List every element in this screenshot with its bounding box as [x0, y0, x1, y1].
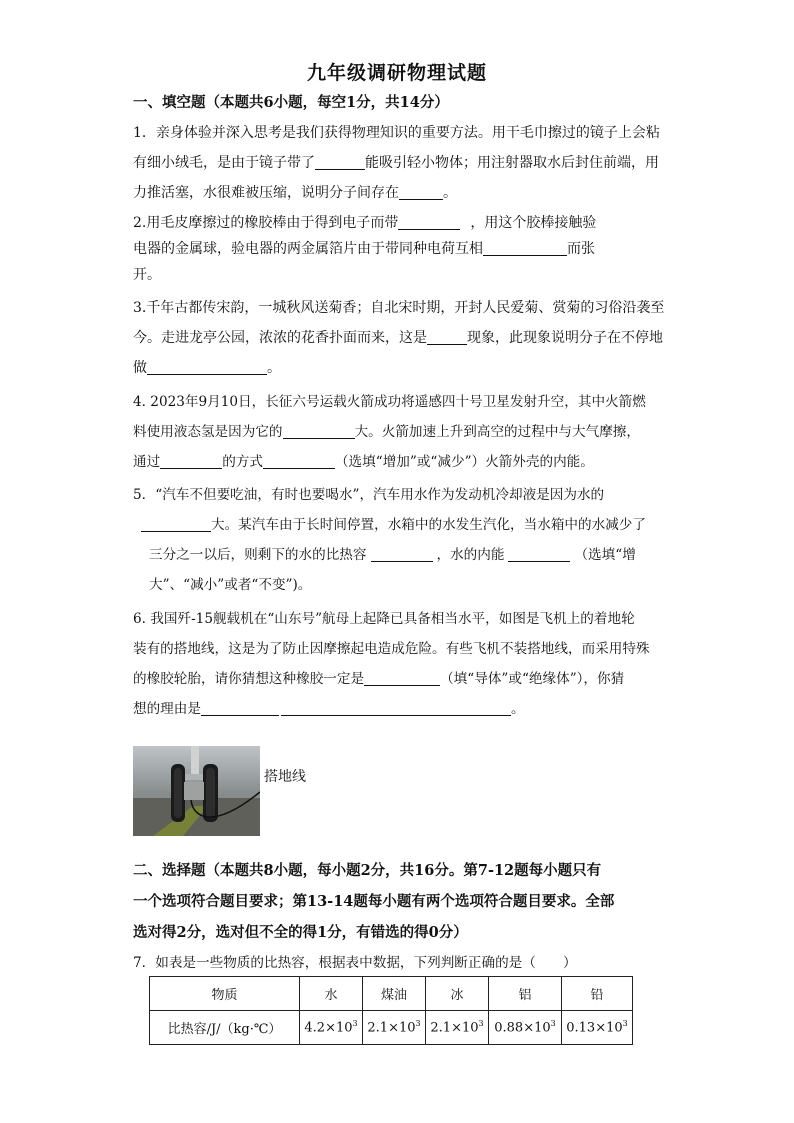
answer-blank[interactable] — [371, 547, 433, 562]
value-exponent: 3 — [478, 1019, 484, 1029]
q2-line-2 — [133, 236, 665, 262]
q1-text: 。 — [443, 185, 457, 201]
question-3 — [133, 293, 665, 383]
value-exponent: 3 — [622, 1019, 628, 1029]
value-mantissa: 0.88×10 — [494, 1020, 551, 1036]
q1-line-3 — [133, 178, 665, 208]
q5-text: ，水的内能 — [436, 547, 505, 563]
q4-text: 通过 — [133, 454, 161, 470]
q6-text: 想的理由是 — [133, 701, 201, 717]
q1-text: 力推活塞，水很难被压缩，说明分子间存在 — [133, 185, 399, 201]
table-cell — [300, 1011, 363, 1045]
q6-text: （填“导体”或“绝缘体”），你猜 — [440, 671, 625, 687]
table-cell — [489, 1011, 562, 1045]
q6-line-1: 6. 我国歼-15舰载机在“山东号”航母上起降已具备相当水平，如图是飞机上的着地轮 — [133, 611, 635, 627]
table-header-cell: 铝 — [489, 977, 562, 1011]
q1-text: 有细小绒毛，是由于镜子带了 — [133, 155, 315, 171]
answer-blank[interactable] — [399, 185, 443, 200]
q3-line-3 — [133, 353, 665, 383]
answer-blank[interactable] — [364, 671, 440, 686]
table-header-cell: 物质 — [150, 977, 300, 1011]
q4-text: 大。火箭加速上升到高空的过程中与大气摩擦， — [354, 424, 640, 440]
question-4 — [133, 387, 665, 477]
q3-text: 做 — [133, 360, 147, 376]
q6-line-3 — [133, 664, 665, 694]
q5-line-4: 大”、“减小”或者“不变”)。 — [149, 577, 312, 593]
answer-blank[interactable] — [427, 330, 467, 345]
answer-blank[interactable] — [508, 547, 570, 562]
q2-line-1 — [133, 210, 665, 236]
q5-text: （选填“增 — [574, 547, 636, 563]
q2-text: 而张 — [567, 241, 595, 257]
section-2-line-3: 选对得2分，选对但不全的得1分，有错选的得0分） — [133, 924, 468, 941]
q6-line-2: 装有的搭地线，这是为了防止因摩擦起电造成危险。有些飞机不装搭地线，而采用特殊 — [133, 641, 650, 657]
table-cell — [562, 1011, 633, 1045]
q3-line-1: 3.千年古都传宋韵，一城秋风送菊香；自北宋时期，开封人民爱菊、赏菊的习俗沿袭至 — [133, 300, 665, 316]
q2-text: ，用这个胶棒接触验 — [470, 215, 597, 231]
q3-text: 。 — [267, 360, 281, 376]
q6-line-4 — [133, 694, 665, 724]
table-cell — [363, 1011, 426, 1045]
value-mantissa: 0.13×10 — [566, 1020, 623, 1036]
table-header-cell: 铅 — [562, 977, 633, 1011]
answer-blank[interactable] — [315, 155, 365, 170]
answer-blank[interactable] — [283, 424, 355, 439]
q4-line-3 — [133, 447, 665, 477]
question-1 — [133, 118, 665, 208]
q5-line-1: 5．“汽车不但要吃油，有时也要喝水”，汽车用水作为发动机冷却液是因为水的 — [133, 487, 605, 503]
question-6 — [133, 604, 665, 724]
question-7-stem: 7．如表是一些物质的比热容，根据表中数据，下列判断正确的是（ ） — [133, 955, 577, 971]
page-title: 九年级调研物理试题 — [306, 62, 487, 84]
table-header-cell: 煤油 — [363, 977, 426, 1011]
answer-blank[interactable] — [201, 701, 279, 716]
section-2-line-1: 二、选择题（本题共8小题，每小题2分，共16分。第7-12题每小题只有 — [133, 862, 602, 879]
landing-gear-illustration — [133, 746, 260, 836]
q2-line-3: 开。 — [133, 267, 161, 283]
value-exponent: 3 — [352, 1019, 358, 1029]
q5-line-2 — [133, 510, 665, 540]
q3-text: 今。走进龙亭公园，浓浓的花香扑面而来，这是 — [133, 330, 427, 346]
q5-line-3 — [133, 540, 665, 570]
table-cell — [426, 1011, 489, 1045]
value-mantissa: 2.1×10 — [367, 1020, 416, 1036]
question-5 — [133, 480, 665, 600]
section-2-line-2: 一个选项符合题目要求；第13-14题每小题有两个选项符合题目要求。全部 — [133, 893, 615, 910]
section-2-heading — [133, 855, 673, 948]
answer-blank[interactable] — [141, 517, 211, 532]
q1-line-1: 1．亲身体验并深入思考是我们获得物理知识的重要方法。用干毛巾擦过的镜子上会粘 — [133, 125, 660, 141]
q2-text: 2.用毛皮摩擦过的橡胶棒由于得到电子而带 — [133, 215, 399, 231]
table-header-cell: 冰 — [426, 977, 489, 1011]
q1-line-2 — [133, 148, 665, 178]
q2-text: 电器的金属球，验电器的两金属箔片由于带同种电荷互相 — [133, 241, 483, 257]
table-header-cell: 水 — [300, 977, 363, 1011]
value-exponent: 3 — [550, 1019, 556, 1029]
specific-heat-table — [149, 976, 633, 1045]
q4-line-2 — [133, 417, 665, 447]
q4-line-1: 4. 2023年9月10日，长征六号运载火箭成功将遥感四十号卫星发射升空，其中火箭燃 — [133, 394, 646, 410]
q6-text: 的橡胶轮胎，请你猜想这种橡胶一定是 — [133, 671, 365, 687]
q1-text: 能吸引轻小物体；用注射器取水后封住前端，用 — [365, 155, 659, 171]
q5-text: 三分之一以后，则剩下的水的比热容 — [149, 547, 367, 563]
table-row — [150, 1011, 633, 1045]
answer-blank[interactable] — [263, 454, 335, 469]
answer-blank[interactable] — [398, 215, 460, 230]
value-mantissa: 2.1×10 — [430, 1020, 479, 1036]
landing-gear-photo — [133, 746, 260, 836]
q4-text: 的方式 — [222, 454, 263, 470]
value-exponent: 3 — [415, 1019, 421, 1029]
q3-text: 现象，此现象说明分子在不停地 — [467, 330, 663, 346]
value-mantissa: 4.2×10 — [304, 1020, 353, 1036]
answer-blank[interactable] — [281, 701, 511, 716]
q5-text: 大。某汽车由于长时间停置，水箱中的水发生汽化，当水箱中的水减少了 — [211, 517, 646, 533]
q3-line-2 — [133, 323, 665, 353]
answer-blank[interactable] — [147, 360, 267, 375]
answer-blank[interactable] — [483, 241, 567, 256]
table-cell: 比热容/J/（kg·℃） — [150, 1011, 300, 1045]
q4-text: （选填“增加”或“减少”）火箭外壳的内能。 — [334, 454, 594, 470]
q6-text: 。 — [510, 701, 525, 717]
section-1-heading: 一、填空题（本题共6小题，每空1分，共14分） — [133, 94, 449, 111]
table-row — [150, 977, 633, 1011]
question-2 — [133, 210, 665, 288]
q4-text: 料使用液态氢是因为它的 — [133, 424, 283, 440]
grounding-wire-label: 搭地线 — [264, 769, 306, 785]
answer-blank[interactable] — [160, 454, 222, 469]
